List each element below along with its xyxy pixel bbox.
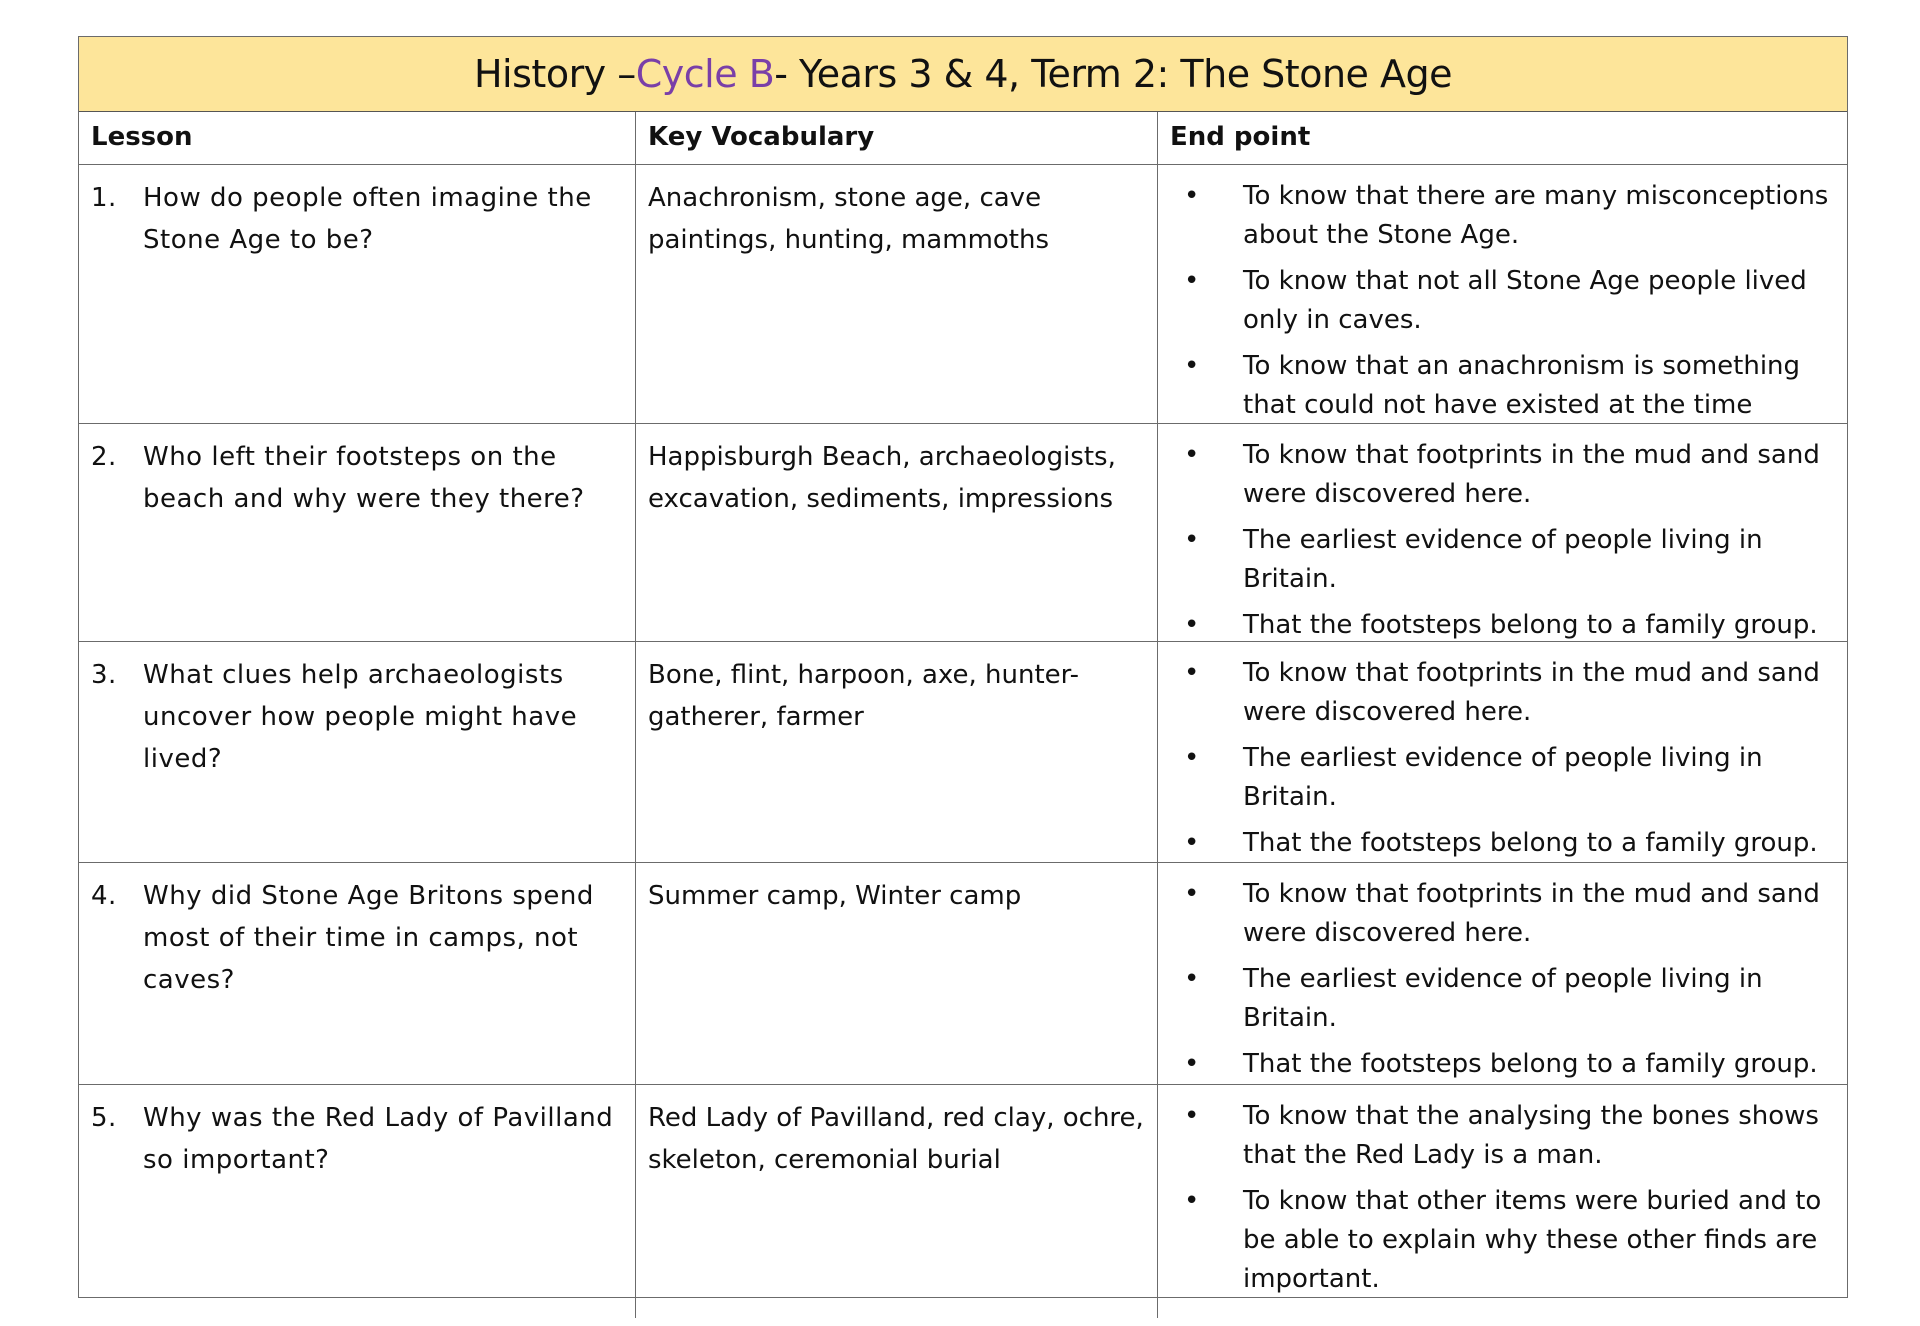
lesson-number: 5.	[91, 1103, 117, 1133]
end-point-text: That the footsteps belong to a family group.	[1243, 1049, 1818, 1079]
bullet-icon: •	[1184, 1186, 1200, 1216]
table-row	[79, 863, 1847, 1085]
bullet-icon: •	[1184, 658, 1200, 688]
end-point-item	[1170, 960, 1835, 1038]
end-point-item	[1170, 1097, 1835, 1175]
lesson-cell	[79, 424, 636, 641]
column-header-end-point: End point	[1170, 122, 1311, 152]
end-point-cell	[1158, 1085, 1847, 1318]
end-point-item	[1170, 606, 1835, 645]
end-point-text: The earliest evidence of people living in Britain.	[1243, 964, 1763, 1033]
end-point-item	[1170, 521, 1835, 599]
vocabulary-cell: Summer camp, Winter camp	[636, 863, 1158, 1084]
table-body	[79, 112, 1847, 1298]
end-point-item	[1170, 654, 1835, 732]
end-point-text: To know that footprints in the mud and sand were discovered here.	[1243, 440, 1820, 509]
end-point-item	[1170, 875, 1835, 953]
vocabulary-cell: Anachronism, stone age, cave paintings, hunting, mammoths	[636, 165, 1158, 423]
end-point-item	[1170, 436, 1835, 514]
end-point-item	[1170, 824, 1835, 863]
end-point-text: That the footsteps belong to a family group.	[1243, 828, 1818, 858]
curriculum-table	[78, 36, 1848, 1298]
bullet-icon: •	[1184, 1049, 1200, 1079]
bullet-icon: •	[1184, 828, 1200, 858]
end-point-cell	[1158, 642, 1847, 862]
end-point-text: To know that other items were buried and to be able to explain why these other finds are important.	[1243, 1186, 1822, 1294]
lesson-question: What clues help archaeologists uncover how people might have lived?	[143, 660, 578, 774]
lesson-cell	[79, 863, 636, 1084]
lesson-number: 4.	[91, 881, 117, 911]
bullet-icon: •	[1184, 610, 1200, 640]
title-part-2: - Years 3 & 4, Term 2: The Stone Age	[774, 52, 1452, 96]
end-point-cell	[1158, 424, 1847, 641]
vocabulary-cell: Happisburgh Beach, archaeologists, excavation, sediments, impressions	[636, 424, 1158, 641]
lesson-question: Why did Stone Age Britons spend most of their time in camps, not caves?	[143, 881, 594, 995]
bullet-icon: •	[1184, 879, 1200, 909]
title-accent-cycle: Cycle B	[635, 52, 775, 96]
table-title	[79, 37, 1847, 112]
end-point-item	[1170, 262, 1835, 340]
end-point-text: To know that an anachronism is something that could not have existed at the time	[1243, 351, 1801, 420]
end-point-text: To know that footprints in the mud and sand were discovered here.	[1243, 879, 1820, 948]
end-point-text: To know that footprints in the mud and sand were discovered here.	[1243, 658, 1820, 727]
end-point-item	[1170, 1045, 1835, 1084]
end-point-item	[1170, 347, 1835, 425]
end-point-cell	[1158, 165, 1847, 423]
column-header-lesson: Lesson	[79, 112, 636, 164]
table-row	[79, 165, 1847, 424]
lesson-cell	[79, 1085, 636, 1318]
end-point-item	[1170, 177, 1835, 255]
column-header-vocabulary: Key Vocabulary	[636, 112, 1158, 164]
lesson-number: 2.	[91, 442, 117, 472]
bullet-icon: •	[1184, 1101, 1200, 1131]
title-part-1: History –	[473, 52, 636, 96]
table-row	[79, 1085, 1847, 1318]
bullet-icon: •	[1184, 440, 1200, 470]
column-header-row	[79, 112, 1847, 165]
vocabulary-cell: Bone, flint, harpoon, axe, hunter-gatherer, farmer	[636, 642, 1158, 862]
table-row	[79, 424, 1847, 642]
end-point-item	[1170, 1182, 1835, 1299]
end-point-list	[1170, 875, 1835, 1084]
end-point-item	[1170, 739, 1835, 817]
bullet-icon: •	[1184, 351, 1200, 381]
end-point-text: The earliest evidence of people living in Britain.	[1243, 743, 1763, 812]
end-point-list	[1170, 1097, 1835, 1299]
end-point-list	[1170, 654, 1835, 863]
table-row	[79, 642, 1847, 863]
bullet-icon: •	[1184, 266, 1200, 296]
bullet-icon: •	[1184, 525, 1200, 555]
end-point-list	[1170, 177, 1835, 425]
end-point-text: To know that there are many misconceptions about the Stone Age.	[1243, 181, 1829, 250]
end-point-text: To know that the analysing the bones shows that the Red Lady is a man.	[1243, 1101, 1819, 1170]
lesson-question: How do people often imagine the Stone Age to be?	[143, 183, 592, 255]
lesson-question: Who left their footsteps on the beach and why were they there?	[143, 442, 585, 514]
bullet-icon: •	[1184, 964, 1200, 994]
vocabulary-cell: Red Lady of Pavilland, red clay, ochre, skeleton, ceremonial burial	[636, 1085, 1158, 1318]
end-point-text: To know that not all Stone Age people lived only in caves.	[1243, 266, 1807, 335]
lesson-number: 3.	[91, 660, 117, 690]
bullet-icon: •	[1184, 181, 1200, 211]
lesson-cell	[79, 165, 636, 423]
end-point-text: That the footsteps belong to a family group.	[1243, 610, 1818, 640]
lesson-question: Why was the Red Lady of Pavilland so important?	[143, 1103, 614, 1175]
lesson-cell	[79, 642, 636, 862]
bullet-icon: •	[1184, 743, 1200, 773]
end-point-text: The earliest evidence of people living in Britain.	[1243, 525, 1763, 594]
end-point-list	[1170, 436, 1835, 645]
end-point-cell	[1158, 863, 1847, 1084]
lesson-number: 1.	[91, 183, 117, 213]
